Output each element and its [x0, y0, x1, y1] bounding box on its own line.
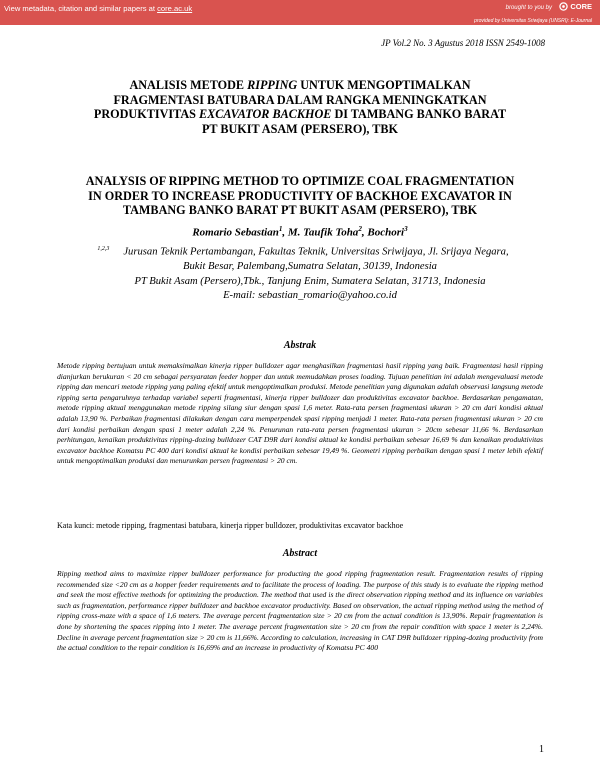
abstract-body: Ripping method aims to maximize ripper bulldozer performance for producting the good ripping fragmentation result. Fragmentation results of ripping recommended size <20 cm as a hopper feeder requirements and to facilitate the process of loading. The purpose of this study is to evaluate the ripping method and seek the most effective methods for optimizing the production. The method that used is the direct observation ripping method and its influence on variables such as fragmentation, performance ripper bulldozer and backhoe excavator productivity. Based on observation, the actual ripping method using the method of ripping cross-maze with a space of 1,6 meters. The average percent fragmentation size > 20 cm from the actual condition is 13,90%. Repair fragmentation is done by shortening the spaces ripping into 1 meter. The average percent fragmentation size > 20 cm from the repair condition with space 1 meter is 2,24%. Decline in average percent fragmentation size > 20 cm is 11,66%. According to calculation, increasing in CAT D9R bulldozer ripping-dozing productivity from the actual condition to the repair condition is 16,69% and an increase in productivity of Komatsu PC 400	[57, 569, 543, 653]
author-2: M. Taufik Toha	[287, 226, 359, 239]
author-3: Bochori	[367, 226, 405, 239]
core-metadata-link-row[interactable]	[4, 4, 192, 13]
core-logo[interactable]	[559, 2, 592, 11]
core-logo-text: CORE	[570, 2, 592, 11]
provided-by-bar	[0, 17, 600, 25]
core-link[interactable]: core.ac.uk	[157, 4, 193, 13]
core-metadata-text: View metadata, citation and similar papers at	[4, 4, 158, 13]
title-english	[52, 174, 548, 218]
title-en-line-1: ANALYSIS OF RIPPING METHOD TO OPTIMIZE COAL FRAGMENTATION	[85, 174, 515, 188]
title-indonesian	[60, 78, 540, 136]
author-email: E-mail: sebastian_romario@yahoo.co.id	[223, 290, 397, 302]
title-id-line-4: PT BUKIT ASAM (PERSERO), TBK	[201, 121, 399, 136]
author-1: Romario Sebastian	[192, 226, 279, 239]
keywords: Kata kunci: metode ripping, fragmentasi batubara, kinerja ripper bulldozer, produktivitas excavator backhoe	[57, 521, 404, 530]
abstrak-heading: Abstrak	[283, 340, 317, 351]
brought-to-you-text: brought to you by	[505, 5, 552, 11]
abstrak-body: Metode ripping bertujuan untuk memaksimalkan kinerja ripper bulldozer agar menghasilkan fragmentasi hasil ripping yang baik. Fragmentasi hasil ripping dianjurkan berukuran < 20 cm sebagai persyaratan feeder hopper dan untuk memudahkan proses loading. Tujuan penelitian ini adalah mengevaluasi metode ripping dan mencari metode ripping yang paling efektif untuk mengoptimalkan produksi. Metode penelitian yang digunakan adalah observasi langsung metode ripping serta pengaruhnya terhadap variabel seperti fragmentasi, kinerja ripper bulldozer dan produktivitas excavator backhoe. Berdasarkan pengamatan, metode ripping aktual menggunakan metode ripping silang siur dengan spasi 1,6 meter. Rata-rata persen fragmentasi ukuran > 20 cm dari kondisi aktual adalah 13,90 %. Perbaikan fragmentasi dilakukan dengan cara memperpendek spasi ripping menjadi 1 meter. Rata-rata persen fragmentasi ukuran > 20 cm dari kondisi perbaikan dengan spasi 1 meter adalah 2,24 %. Penurunan rata-rata persen fragmentasi ukuran > 20cm sebesar 11,66 %. Berdasarkan perhitungan, kenaikan produktivitas ripping-dozing bulldozer CAT D9R dari kondisi aktual ke kondisi perbaikan sebesar 16,69 % dan kenaikan produktivitas excavator backhoe Komatsu PC 400 dari kondisi aktual ke kondisi perbaikan sebesar 19,49 %. Geometri ripping perbaikan dengan spasi 1 meter lebih efektif untuk mengoptimalkan produksi dan menurunkan persen fragmentasi > 20 cm.	[57, 361, 543, 466]
core-banner	[0, 0, 600, 17]
provided-by-text: provided by Universitas Sriwijaya (UNSRI): E-Journal	[474, 18, 592, 24]
affiliation-line-2: Bukit Besar, Palembang,Sumatra Selatan, 30139, Indonesia	[183, 261, 437, 273]
affiliation-line-1: $^{1,2,3}$ Jurusan Teknik Pertambangan, Fakultas Teknik, Universitas Sriwijaya, Jl. Srijaya Negara,	[97, 246, 509, 258]
title-id-line-1: ANALISIS METODE RIPPING UNTUK MENGOPTIMALKAN	[129, 78, 471, 92]
title-id-line-2: FRAGMENTASI BATUBARA DALAM RANGKA MENINGKATKAN	[113, 92, 487, 107]
affiliation-line-3: PT Bukit Asam (Persero),Tbk., Tanjung Enim, Sumatera Selatan, 31713, Indonesia	[134, 275, 486, 287]
abstract-heading: Abstract	[282, 548, 318, 559]
affiliation	[80, 242, 540, 304]
core-logo-icon	[559, 2, 568, 11]
page-number: 1	[539, 744, 544, 755]
author-list: Romario Sebastian$^1$, M. Taufik Toha$^2$, Bochori$^3$	[192, 225, 408, 239]
title-en-line-3: TAMBANG BANKO BARAT PT BUKIT ASAM (PERSERO), TBK	[122, 203, 478, 218]
title-en-line-2: IN ORDER TO INCREASE PRODUCTIVITY OF BACKHOE EXCAVATOR IN	[88, 188, 512, 203]
journal-meta: JP Vol.2 No. 3 Agustus 2018 ISSN 2549-1008	[381, 38, 545, 48]
title-id-line-3: PRODUKTIVITAS EXCAVATOR BACKHOE DI TAMBANG BANKO BARAT	[93, 107, 507, 122]
